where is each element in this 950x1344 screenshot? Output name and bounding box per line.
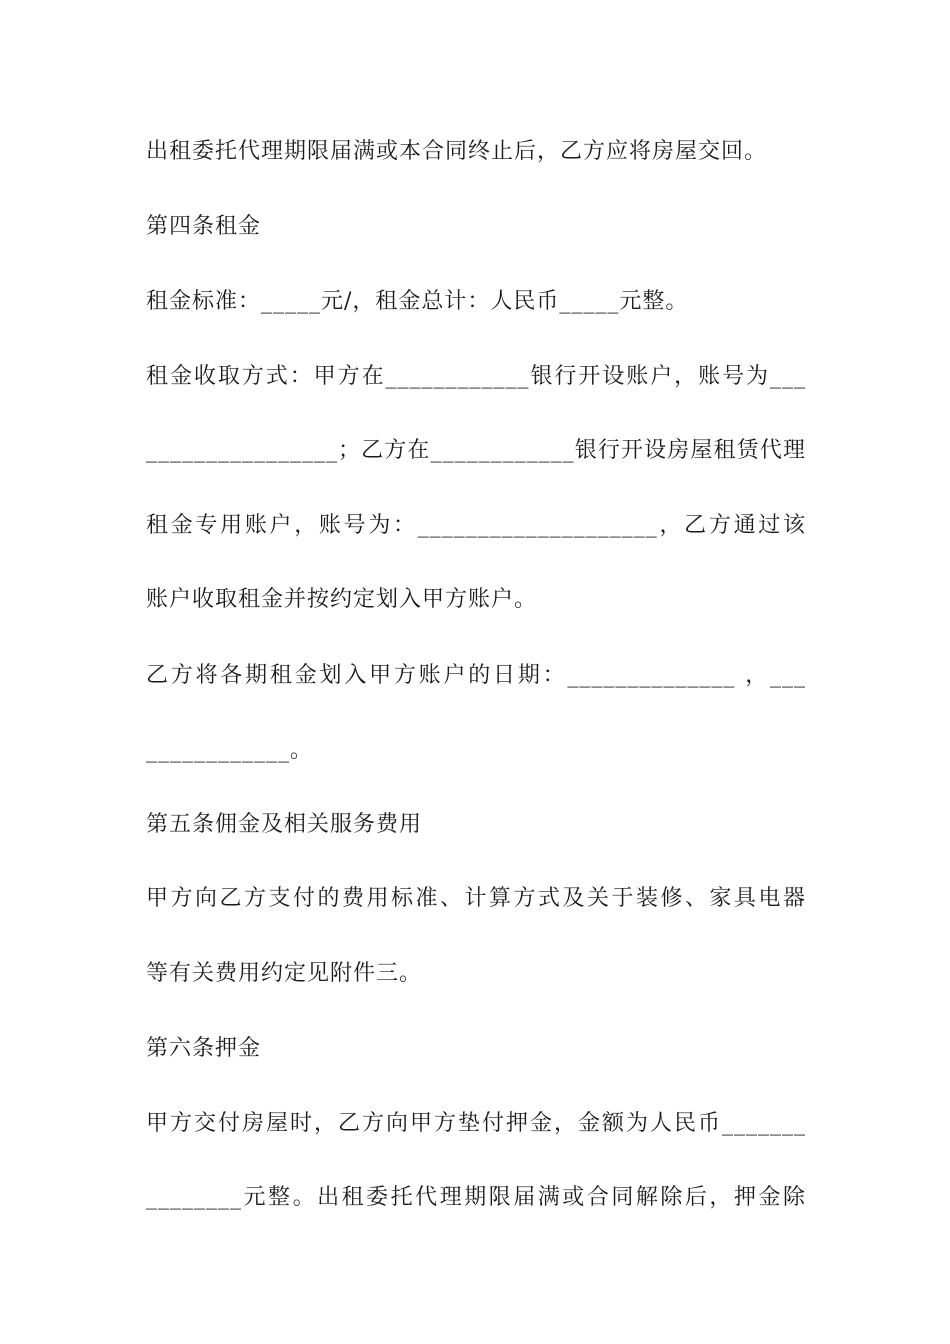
paragraph-line: 出租委托代理期限届满或本合同终止后，乙方应将房屋交回。 xyxy=(146,139,768,164)
paragraph-line: ____________。 xyxy=(146,738,314,763)
paragraph-line: 租金标准：_____元/，租金总计：人民币_____元整。 xyxy=(146,289,689,314)
paragraph-line: 租金收取方式：甲方在____________银行开设账户，账号为___ xyxy=(146,364,806,389)
paragraph-line: 账户收取租金并按约定划入甲方账户。 xyxy=(146,587,538,612)
section-heading: 第四条租金 xyxy=(146,214,262,239)
paragraph-line: 甲方向乙方支付的费用标准、计算方式及关于装修、家具电器 xyxy=(146,886,806,911)
paragraph-line: 租金专用账户，账号为：____________________，乙方通过该 xyxy=(146,513,806,538)
paragraph-line: 等有关费用约定见附件三。 xyxy=(146,961,423,986)
section-heading: 第五条佣金及相关服务费用 xyxy=(146,812,423,837)
paragraph-line: 乙方将各期租金划入甲方账户的日期：______________ ，___ xyxy=(146,663,806,688)
section-heading: 第六条押金 xyxy=(146,1036,262,1061)
paragraph-line: 甲方交付房屋时，乙方向甲方垫付押金，金额为人民币_______ xyxy=(146,1111,806,1136)
paragraph-line: ________________；乙方在____________银行开设房屋租赁代理 xyxy=(146,438,806,463)
paragraph-line: ________元整。出租委托代理期限届满或合同解除后，押金除 xyxy=(146,1185,806,1210)
